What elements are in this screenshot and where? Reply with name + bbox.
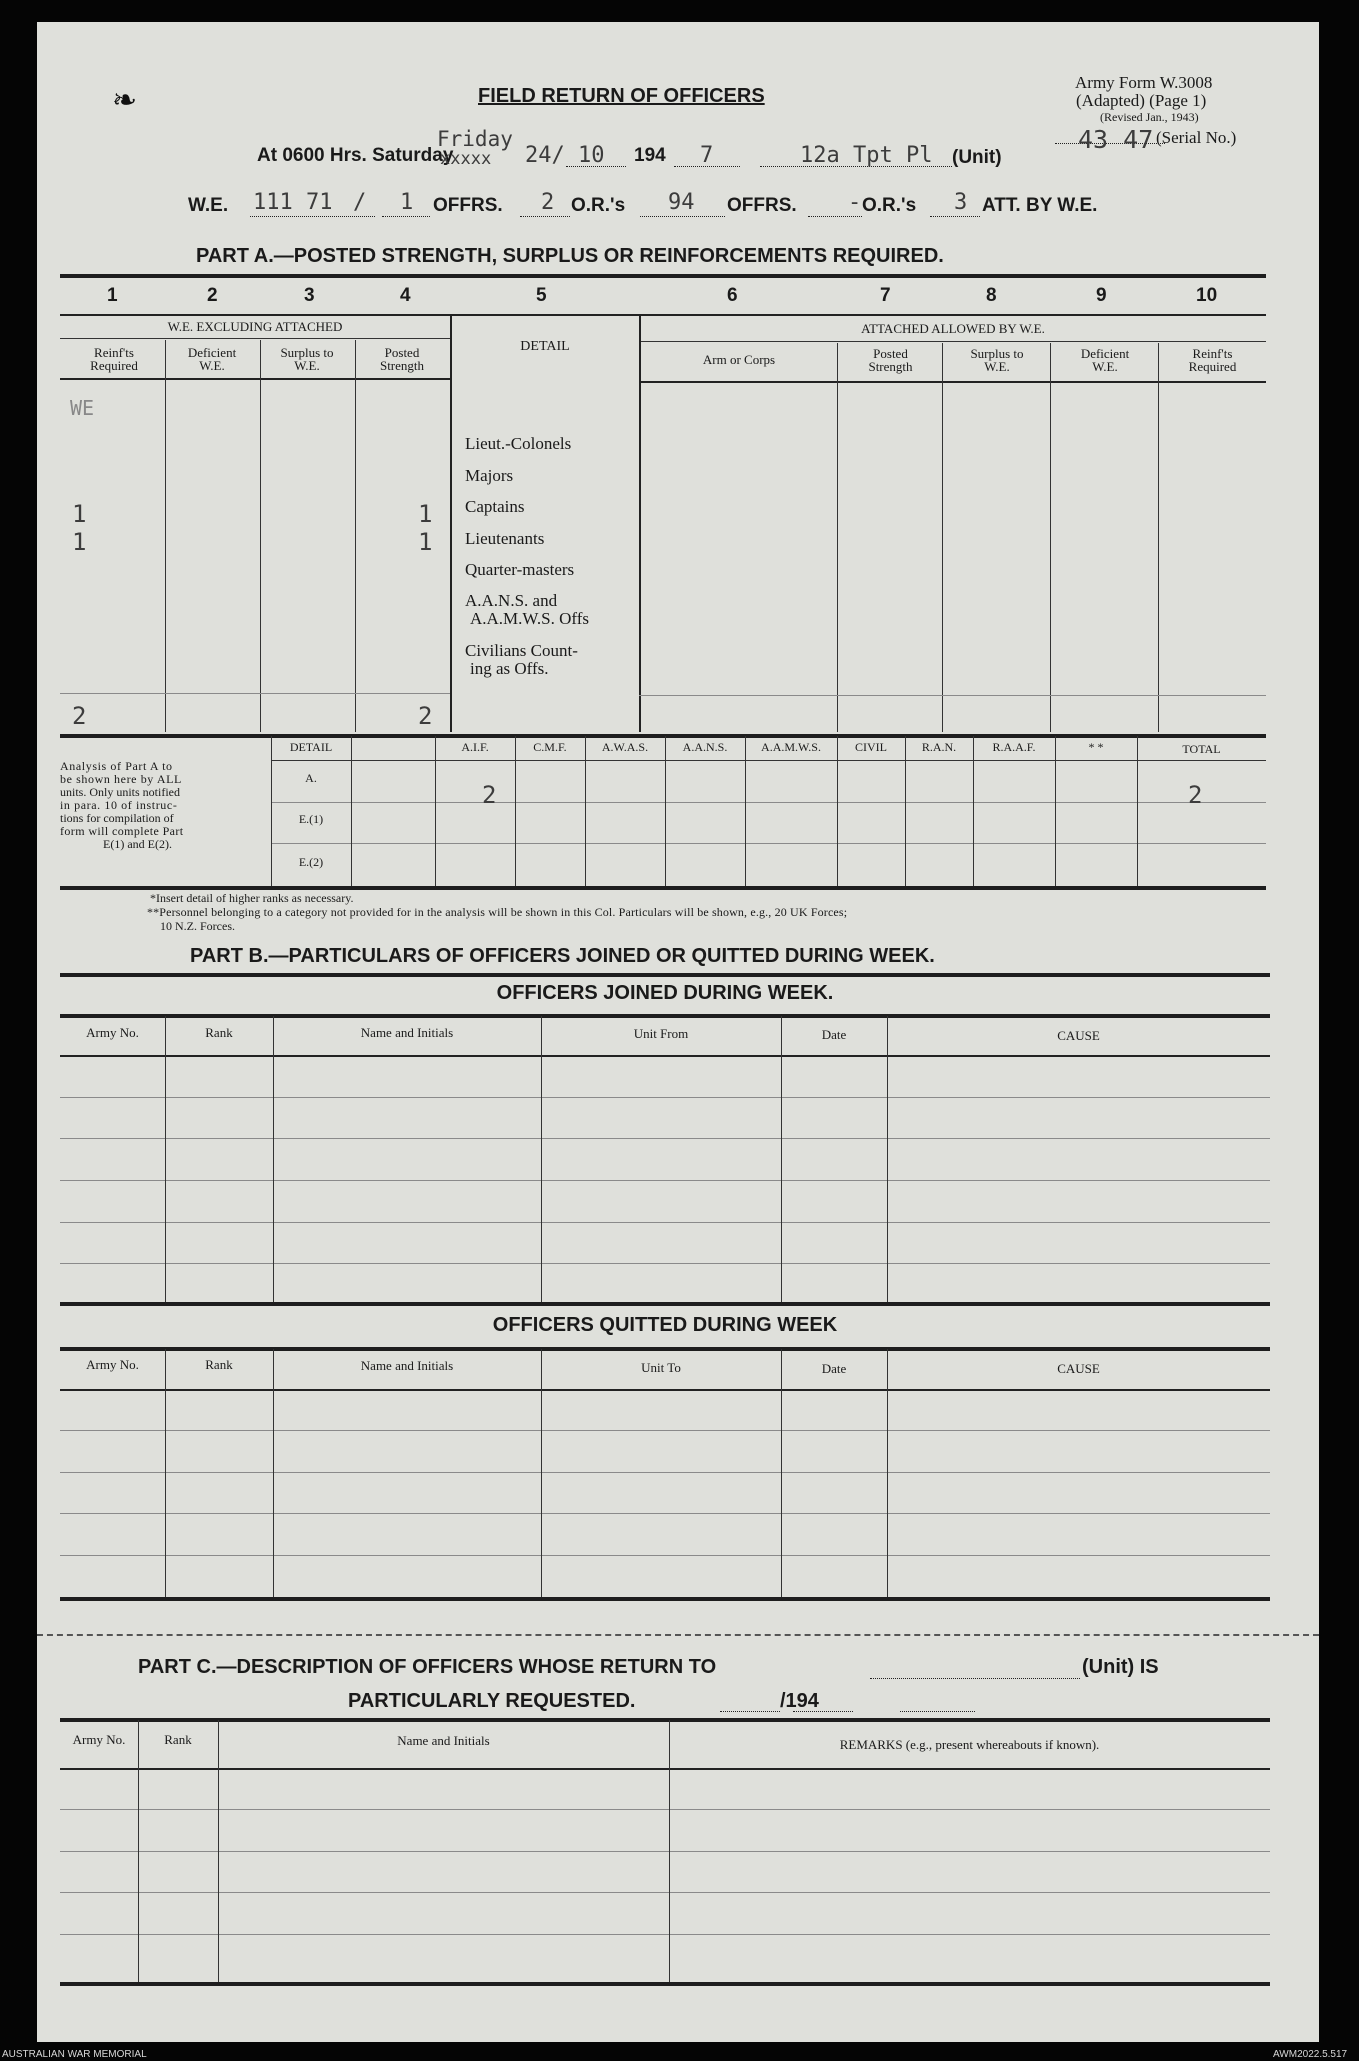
serial-label: (Serial No.) bbox=[1156, 128, 1237, 147]
hw-captains-col4: 1 bbox=[418, 500, 433, 528]
partc-row-1 bbox=[60, 1809, 1270, 1810]
hw-lieutenants-col1: 1 bbox=[72, 528, 87, 556]
rank-aans: A.A.N.S. and bbox=[465, 591, 558, 610]
or-dots bbox=[520, 216, 570, 217]
unit-value: 12a Tpt Pl bbox=[800, 143, 933, 168]
rank-lieut-colonels: Lieut.-Colonels bbox=[465, 434, 572, 453]
ink-mark: ❧ bbox=[112, 84, 138, 117]
offrs-dots bbox=[382, 216, 430, 217]
hw-total-col4: 2 bbox=[418, 702, 433, 730]
right-col1-h1: Arm or Corps bbox=[702, 352, 776, 367]
year-digit: 7 bbox=[700, 143, 714, 168]
an-h-civil: CIVIL bbox=[855, 740, 887, 754]
form-adapted: (Adapted) (Page 1) bbox=[1076, 91, 1207, 110]
an-h-raaf: R.A.A.F. bbox=[992, 740, 1036, 754]
joined-col-rank: Rank bbox=[205, 1025, 233, 1040]
partc-bottom-rule bbox=[60, 1982, 1270, 1986]
date-value: 24/ 10 bbox=[525, 143, 605, 168]
right-col5-h2: Required bbox=[1188, 359, 1237, 374]
partc-v2 bbox=[218, 1720, 219, 1982]
analysis-bottom-rule bbox=[60, 886, 1266, 890]
right-col5-h1: Reinf'ts bbox=[1192, 346, 1233, 361]
hw-total-col1: 2 bbox=[72, 702, 87, 730]
we-dots bbox=[250, 216, 375, 217]
an-h-aamws: A.A.M.W.S. bbox=[761, 740, 821, 754]
joined-title-rule bbox=[60, 1014, 1270, 1018]
hw-lieutenants-col4: 1 bbox=[418, 528, 433, 556]
we-value: 111 71 bbox=[253, 190, 333, 215]
an-h-cmf: C.M.F. bbox=[533, 740, 567, 754]
partc-col-name: Name and Initials bbox=[397, 1733, 490, 1748]
analysis-note-7: E(1) and E(2). bbox=[103, 837, 172, 851]
partc-row-2 bbox=[60, 1851, 1270, 1852]
partc-v3 bbox=[669, 1720, 670, 1982]
serial-value: 43 47 bbox=[1078, 125, 1154, 154]
quitted-col-rank: Rank bbox=[205, 1357, 233, 1372]
quitted-header-rule bbox=[60, 1389, 1270, 1391]
part-c-title-1b: (Unit) IS bbox=[1082, 1656, 1159, 1678]
an-header-rule bbox=[271, 760, 1266, 761]
hw-captains-col1: 1 bbox=[72, 500, 87, 528]
an-v10 bbox=[1055, 736, 1056, 886]
joined-col-unit-from: Unit From bbox=[633, 1026, 689, 1041]
date-dots bbox=[566, 166, 626, 167]
an-v5 bbox=[665, 736, 666, 886]
pa-v6 bbox=[837, 343, 838, 732]
partc-row-3 bbox=[60, 1892, 1270, 1893]
part-b-rule bbox=[60, 973, 1270, 977]
col-num-9: 9 bbox=[1096, 285, 1107, 306]
or2-label: O.R.'s bbox=[862, 195, 917, 216]
an-v7 bbox=[837, 736, 838, 886]
joined-row-1 bbox=[60, 1097, 1270, 1098]
pa-v5 bbox=[639, 316, 641, 732]
joined-title: OFFICERS JOINED DURING WEEK. bbox=[496, 982, 834, 1004]
an-h-aans: A.A.N.S. bbox=[682, 740, 728, 754]
quitted-col-name: Name and Initials bbox=[360, 1358, 454, 1373]
right-col3-h2: W.E. bbox=[984, 359, 1010, 374]
joined-col-date: Date bbox=[821, 1027, 847, 1042]
pa-v3 bbox=[355, 340, 356, 732]
att-dots bbox=[930, 216, 980, 217]
an-h-ran: R.A.N. bbox=[921, 740, 957, 754]
or2-value: - bbox=[848, 190, 862, 215]
rank-majors: Majors bbox=[465, 466, 514, 485]
right-col3-h1: Surplus to bbox=[970, 346, 1024, 361]
year-prefix: 194 bbox=[634, 145, 666, 166]
quitted-title-rule bbox=[60, 1347, 1270, 1351]
partc-col-remarks: REMARKS (e.g., present whereabouts if known). bbox=[839, 1737, 1100, 1752]
we-slash: / bbox=[353, 190, 367, 215]
analysis-note-5: tions for compilation of bbox=[60, 811, 174, 825]
quitted-col-unit-to: Unit To bbox=[641, 1360, 681, 1375]
quitted-v5 bbox=[887, 1349, 888, 1597]
an-row-a: A. bbox=[305, 771, 317, 785]
offrs-value: 1 bbox=[400, 190, 414, 215]
part-a-title: PART A.—POSTED STRENGTH, SURPLUS OR REINFORCEMENTS REQUIRED. bbox=[196, 245, 944, 267]
an-v0 bbox=[271, 736, 272, 886]
joined-v5 bbox=[887, 1016, 888, 1302]
hw-we: WE bbox=[70, 396, 95, 420]
quitted-v2 bbox=[273, 1349, 274, 1597]
footer-left: AUSTRALIAN WAR MEMORIAL bbox=[2, 2049, 147, 2060]
quitted-v1 bbox=[165, 1349, 166, 1597]
pa-v8 bbox=[1050, 343, 1051, 732]
left-col2-h2: W.E. bbox=[199, 358, 225, 373]
an-row-e1: E.(1) bbox=[298, 812, 324, 826]
partc-col-rank: Rank bbox=[164, 1732, 192, 1747]
colnum-rule bbox=[60, 314, 1266, 316]
footer bbox=[0, 2049, 1359, 2061]
joined-row-4 bbox=[60, 1222, 1270, 1223]
joined-row-5 bbox=[60, 1263, 1270, 1264]
col-num-10: 10 bbox=[1196, 285, 1218, 306]
analysis-note-3: units. Only units notified bbox=[60, 785, 180, 799]
part-b-title: PART B.—PARTICULARS OF OFFICERS JOINED OR QUITTED DURING WEEK. bbox=[190, 945, 935, 967]
joined-v3 bbox=[541, 1016, 542, 1302]
we-label: W.E. bbox=[188, 195, 229, 216]
footer-right: AWM2022.5.517 bbox=[1273, 2049, 1348, 2060]
offrs2-dots bbox=[640, 216, 725, 217]
an-h-aif: A.I.F. bbox=[461, 740, 489, 754]
part-c-title-2b: /194 bbox=[780, 1690, 819, 1712]
rank-captains: Captains bbox=[465, 497, 525, 516]
partc-row-4 bbox=[60, 1934, 1270, 1935]
form-number: Army Form W.3008 bbox=[1075, 73, 1213, 92]
part-c-unit-dots bbox=[870, 1678, 1080, 1679]
right-col2-h1: Posted bbox=[873, 346, 908, 361]
rank-aamws: A.A.M.W.S. Offs bbox=[470, 609, 590, 628]
analysis-note-2: be shown here by ALL bbox=[60, 772, 182, 786]
an-h-total: TOTAL bbox=[1182, 742, 1221, 756]
offrs-label: OFFRS. bbox=[433, 195, 503, 216]
an-v11 bbox=[1137, 736, 1138, 886]
an-h-detail: DETAIL bbox=[289, 740, 333, 754]
partc-col-army-no: Army No. bbox=[72, 1732, 126, 1747]
right-col4-h1: Deficient bbox=[1080, 346, 1130, 361]
col-num-6: 6 bbox=[727, 285, 738, 306]
quitted-v3 bbox=[541, 1349, 542, 1597]
rank-civilians-2: ing as Offs. bbox=[470, 659, 549, 678]
analysis-note-6: form will complete Part bbox=[60, 824, 184, 838]
pa-v2 bbox=[260, 340, 261, 732]
right-col4-h2: W.E. bbox=[1092, 359, 1118, 374]
rank-quarter-masters: Quarter-masters bbox=[465, 560, 575, 579]
attached-allowed-header: ATTACHED ALLOWED BY W.E. bbox=[861, 321, 1045, 336]
joined-col-army-no: Army No. bbox=[86, 1025, 139, 1040]
pa-v9 bbox=[1158, 343, 1159, 732]
joined-row-2 bbox=[60, 1138, 1270, 1139]
an-v4 bbox=[585, 736, 586, 886]
form-revised: (Revised Jan., 1943) bbox=[1100, 110, 1199, 124]
partc-header-rule bbox=[60, 1768, 1270, 1770]
joined-bottom-rule bbox=[60, 1302, 1270, 1306]
footnote-3: 10 N.Z. Forces. bbox=[160, 919, 235, 933]
left-col4-h1: Posted bbox=[384, 345, 420, 360]
joined-v2 bbox=[273, 1016, 274, 1302]
joined-col-name: Name and Initials bbox=[360, 1025, 454, 1040]
analysis-top-rule bbox=[60, 734, 1266, 738]
quitted-row-3 bbox=[60, 1513, 1270, 1514]
col-num-4: 4 bbox=[400, 285, 411, 306]
an-v9 bbox=[973, 736, 974, 886]
page-title: FIELD RETURN OF OFFICERS bbox=[478, 85, 765, 107]
part-c-year-dots bbox=[900, 1711, 975, 1712]
an-v1 bbox=[351, 736, 352, 886]
part-c-top-rule bbox=[60, 1718, 1270, 1722]
rank-civilians: Civilians Count- bbox=[465, 641, 578, 660]
joined-header-rule bbox=[60, 1055, 1270, 1057]
day-written: Friday bbox=[437, 127, 513, 151]
left-col1-h1: Reinf'ts bbox=[94, 345, 134, 360]
att-label: ATT. BY W.E. bbox=[982, 195, 1098, 216]
quitted-row-1 bbox=[60, 1430, 1270, 1431]
time-day-prefix: At 0600 Hrs. Saturday bbox=[257, 145, 454, 166]
right-col2-h2: Strength bbox=[868, 359, 913, 374]
quitted-row-2 bbox=[60, 1472, 1270, 1473]
group-rule-left bbox=[60, 338, 450, 339]
an-row-e2: E.(2) bbox=[298, 855, 324, 869]
col-num-1: 1 bbox=[107, 285, 118, 306]
or2-dots bbox=[808, 216, 862, 217]
col-num-8: 8 bbox=[986, 285, 997, 306]
analysis-note-4: in para. 10 of instruc- bbox=[60, 798, 178, 812]
pa-v4 bbox=[450, 316, 452, 732]
an-h-other: * * bbox=[1088, 740, 1104, 754]
part-a-rule bbox=[60, 274, 1266, 278]
quitted-col-date: Date bbox=[821, 1361, 847, 1376]
offrs2-value: 94 bbox=[668, 190, 695, 215]
left-col1-h2: Required bbox=[90, 358, 138, 373]
left-col4-h2: Strength bbox=[379, 358, 425, 373]
joined-row-3 bbox=[60, 1180, 1270, 1181]
col-num-7: 7 bbox=[880, 285, 891, 306]
an-row-rule-1 bbox=[271, 802, 1266, 803]
part-c-date-dots-1 bbox=[720, 1711, 780, 1712]
left-col3-h2: W.E. bbox=[294, 358, 320, 373]
an-row-rule-2 bbox=[271, 843, 1266, 844]
quitted-bottom-rule bbox=[60, 1597, 1270, 1601]
detail-header: DETAIL bbox=[520, 339, 570, 354]
pa-v7 bbox=[942, 343, 943, 732]
pa-total-rule-right bbox=[639, 695, 1266, 696]
col-num-3: 3 bbox=[304, 285, 315, 306]
unit-label: (Unit) bbox=[952, 147, 1002, 168]
joined-v1 bbox=[165, 1016, 166, 1302]
rank-lieutenants: Lieutenants bbox=[465, 529, 545, 548]
footnote-2: **Personnel belonging to a category not provided for in the analysis will be shown in this Col. Particulars will be shown, e.g., 20 UK Forces; bbox=[147, 905, 848, 919]
col-num-5: 5 bbox=[536, 285, 547, 306]
hw-analysis-total: 2 bbox=[1188, 781, 1203, 809]
part-c-title-1: PART C.—DESCRIPTION OF OFFICERS WHOSE RETURN TO bbox=[138, 1656, 717, 1678]
group-rule-right bbox=[640, 341, 1266, 342]
subheader-rule-left bbox=[60, 378, 450, 380]
joined-v4 bbox=[781, 1016, 782, 1302]
quitted-title: OFFICERS QUITTED DURING WEEK bbox=[492, 1314, 838, 1336]
quitted-row-4 bbox=[60, 1555, 1270, 1556]
pa-total-rule-left bbox=[60, 693, 450, 694]
footnote-1: *Insert detail of higher ranks as necessary. bbox=[150, 891, 354, 905]
an-v3 bbox=[515, 736, 516, 886]
left-col3-h1: Surplus to bbox=[280, 345, 334, 360]
perforation-line bbox=[37, 1634, 1319, 1636]
offrs2-label: OFFRS. bbox=[727, 195, 797, 216]
subheader-rule-right bbox=[640, 381, 1266, 383]
quitted-v4 bbox=[781, 1349, 782, 1597]
pa-v1 bbox=[165, 340, 166, 732]
an-h-awas: A.W.A.S. bbox=[601, 740, 649, 754]
left-col2-h1: Deficient bbox=[187, 345, 237, 360]
quitted-col-cause: CAUSE bbox=[1057, 1361, 1100, 1376]
partc-v1 bbox=[138, 1720, 139, 1982]
we-excluding-header: W.E. EXCLUDING ATTACHED bbox=[167, 319, 343, 334]
or-value: 2 bbox=[541, 190, 555, 215]
quitted-col-army-no: Army No. bbox=[86, 1357, 139, 1372]
joined-col-cause: CAUSE bbox=[1057, 1028, 1100, 1043]
an-v6 bbox=[745, 736, 746, 886]
hw-aif: 2 bbox=[482, 781, 497, 809]
analysis-note-1: Analysis of Part A to bbox=[60, 759, 173, 773]
an-v8 bbox=[905, 736, 906, 886]
att-value: 3 bbox=[954, 190, 968, 215]
or-label: O.R.'s bbox=[571, 195, 626, 216]
part-c-title-2: PARTICULARLY REQUESTED. bbox=[348, 1690, 636, 1712]
day-struck: xxxxx bbox=[440, 149, 492, 169]
col-num-2: 2 bbox=[207, 285, 218, 306]
an-v2 bbox=[435, 736, 436, 886]
